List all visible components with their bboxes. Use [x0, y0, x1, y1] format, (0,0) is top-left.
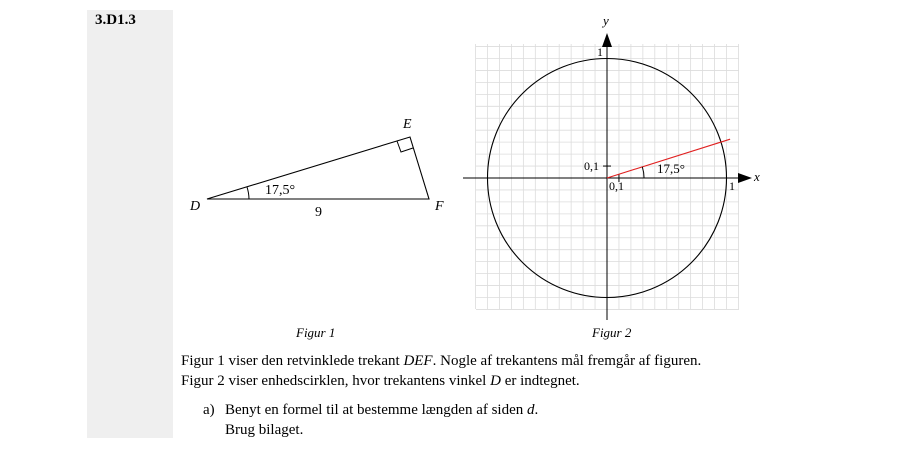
p1-text-c: . Nogle af trekantens mål fremgår af figuren.	[432, 353, 702, 369]
p1-text-a: Figur 1 viser den retvinklede trekant	[181, 353, 404, 369]
question-a-side-name: d	[527, 402, 535, 418]
paragraph-1	[181, 351, 701, 371]
paragraph-2	[181, 371, 580, 391]
x-axis-label: x	[754, 169, 760, 184]
question-a-line1-a: Benyt en formel til at bestemme længden af siden	[225, 402, 528, 418]
vertex-e-label: E	[403, 117, 412, 132]
question-a-label: a)	[203, 402, 215, 418]
p2-text-a: Figur 2 viser enhedscirklen, hvor trekantens vinkel	[181, 373, 491, 389]
vertex-f-label: F	[435, 199, 444, 214]
angle-d-label: 17,5°	[265, 183, 296, 198]
figure2-caption: Figur 2	[592, 325, 632, 340]
figure1-triangle	[189, 117, 444, 220]
question-a	[203, 400, 538, 440]
figure2-unit-circle	[463, 13, 760, 320]
p1-triangle-name: DEF	[403, 353, 433, 369]
angle-d-arc	[247, 187, 249, 199]
tick-y-one-label: 1	[597, 45, 603, 59]
p2-angle-name: D	[490, 373, 501, 389]
tick-x-one-label: 1	[729, 179, 735, 193]
tick-x-small-label: 0,1	[609, 179, 624, 193]
triangle-def	[207, 137, 429, 199]
angle-label: 17,5°	[657, 161, 685, 176]
p2-text-c: er indtegnet.	[500, 373, 580, 389]
tick-y-small-label: 0,1	[584, 159, 599, 173]
x-axis-arrow	[738, 173, 752, 183]
side-df-label: 9	[315, 205, 322, 220]
figure1-caption: Figur 1	[296, 325, 336, 340]
question-a-line1-c: .	[534, 402, 539, 418]
task-id: 3.D1.3	[95, 12, 136, 28]
y-axis-arrow	[602, 33, 612, 47]
vertex-d-label: D	[190, 199, 201, 214]
question-a-line2: Brug bilaget.	[225, 422, 304, 438]
right-angle-mark	[397, 141, 413, 152]
y-axis-label: y	[603, 13, 609, 28]
